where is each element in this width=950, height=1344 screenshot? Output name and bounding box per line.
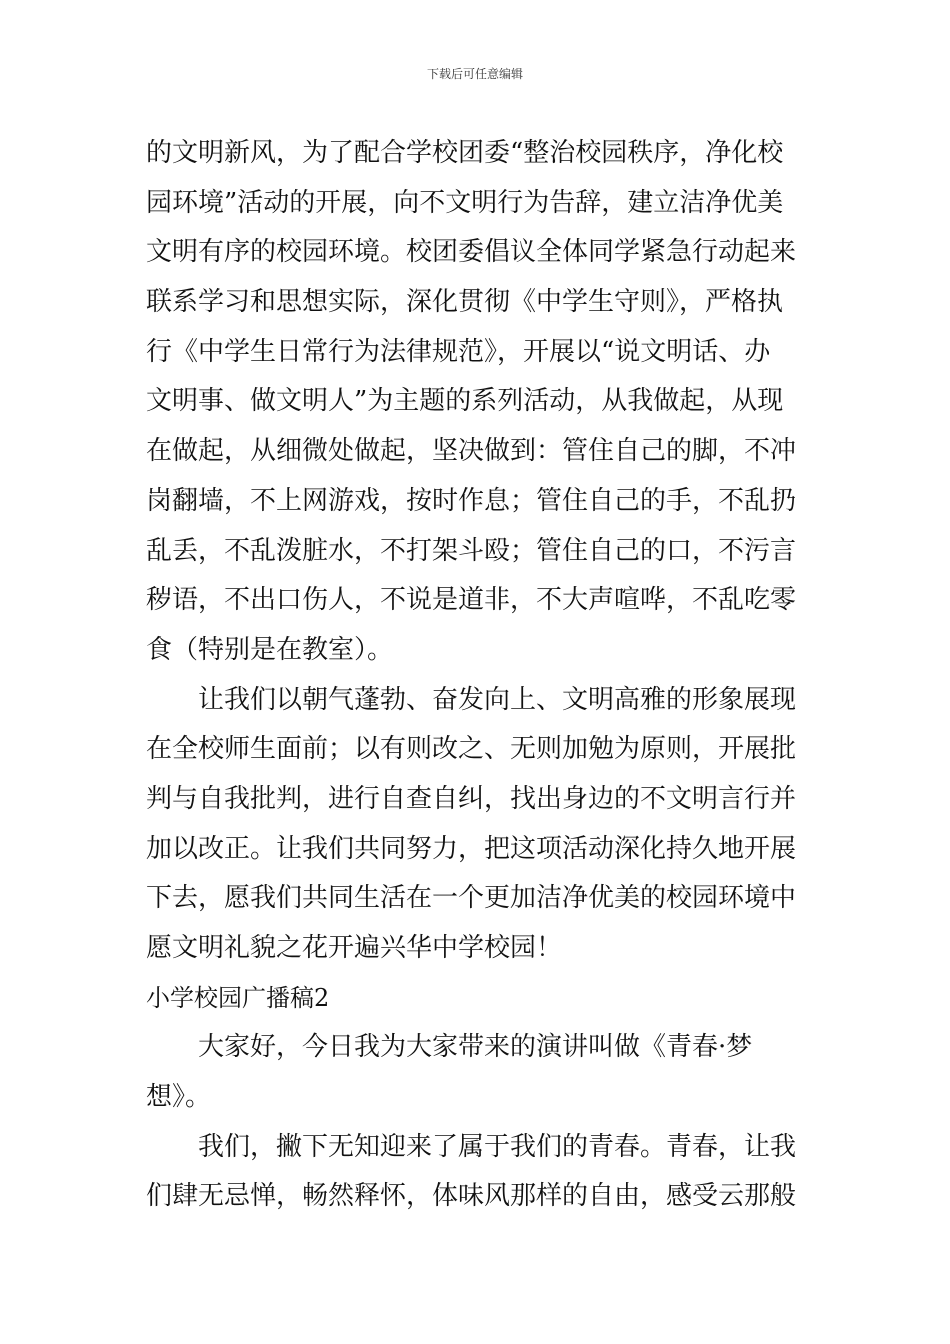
page-header-note: 下载后可任意编辑 — [426, 67, 523, 81]
text-line: 文明有序的校园环境。校团委倡议全体同学紧急行动起来 — [146, 237, 797, 268]
text-line: 愿文明礼貌之花开遍兴华中学校园！ — [146, 933, 563, 963]
text-line: 在全校师生面前；以有则改之、无则加勉为原则，开展批 — [146, 734, 797, 765]
text-line: 岗翻墙，不上网游戏，按时作息；管住自己的手，不乱扔 — [146, 485, 797, 516]
text-line: 文明事、做文明人”为主题的系列活动，从我做起，从现 — [146, 386, 784, 417]
paragraph-start-line: 让我们以朝气蓬勃、奋发向上、文明高雅的形象展现 — [198, 684, 797, 715]
text-line: 加以改正。让我们共同努力，把这项活动深化持久地开展 — [146, 833, 797, 864]
text-line: 秽语，不出口伤人，不说是道非，不大声喧哗，不乱吃零 — [146, 585, 797, 616]
paragraph-start-line: 我们，撇下无知迎来了属于我们的青春。青春，让我 — [198, 1131, 797, 1162]
text-line: 们肆无忌惮，畅然释怀，体味风那样的自由，感受云那般 — [146, 1181, 797, 1212]
document-body — [146, 129, 808, 1222]
text-line: 下去，愿我们共同生活在一个更加洁净优美的校园环境中 — [146, 883, 797, 914]
text-line: 想》。 — [146, 1082, 212, 1113]
text-line: 的文明新风，为了配合学校团委“整治校园秩序，净化校 — [146, 138, 784, 168]
text-line: 联系学习和思想实际，深化贯彻《中学生守则》，严格执 — [146, 287, 784, 318]
text-line: 食（特别是在教室）。 — [146, 634, 394, 665]
text-line: 乱丢，不乱泼脏水，不打架斗殴；管住自己的口，不污言 — [146, 535, 797, 566]
text-line: 行《中学生日常行为法律规范》，开展以“说文明话、办 — [146, 336, 771, 367]
section-heading: 小学校园广播稿2 — [146, 983, 330, 1012]
text-line: 园环境”活动的开展，向不文明行为告辞，建立洁净优美 — [146, 187, 784, 218]
text-line: 在做起，从细微处做起，坚决做到：管住自己的脚，不冲 — [146, 436, 797, 467]
paragraph-start-line: 大家好，今日我为大家带来的演讲叫做《青春·梦 — [198, 1032, 753, 1063]
text-line: 判与自我批判，进行自查自纠，找出身边的不文明言行并 — [146, 783, 797, 814]
